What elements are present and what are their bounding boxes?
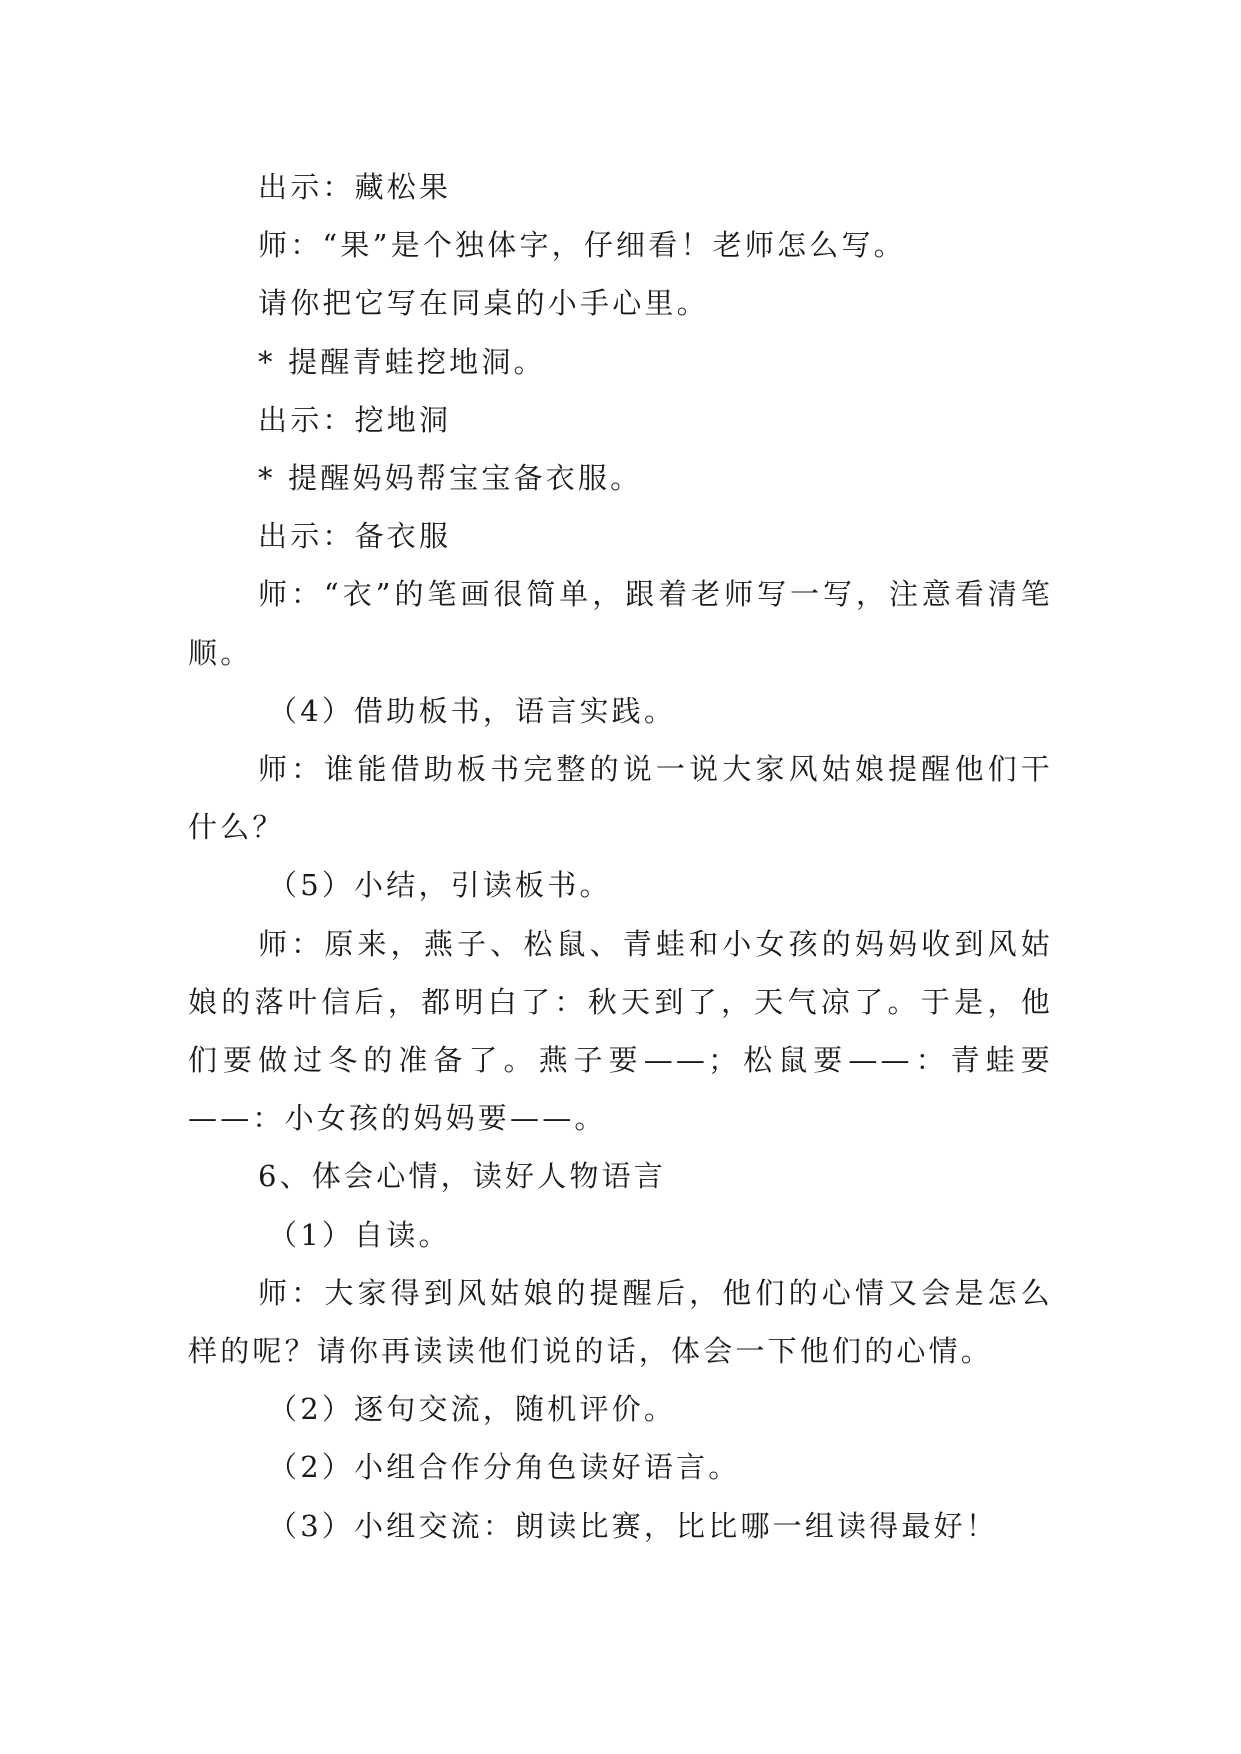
paragraph-step-4: （4）借助板书，语言实践。 <box>268 693 677 728</box>
paragraph-write-in-palm: 请你把它写在同桌的小手心里。 <box>258 286 709 321</box>
paragraph-teacher-feelings: 师：大家得到风姑娘的提醒后，他们的心情又会是怎么样的呢？请你再读读他们说的话，体会一下他们的心情。 <box>188 1275 1053 1369</box>
paragraph-teacher-summary: 师：原来，燕子、松鼠、青蛙和小女孩的妈妈收到风姑娘的落叶信后，都明白了：秋天到了，天气凉了。于是，他们要做过冬的准备了。燕子要——；松鼠要——：青蛙要——：小女孩的妈妈要——。 <box>188 926 1053 1136</box>
document-body <box>188 158 1053 1555</box>
paragraph-step-2b: （2）小组合作分角色读好语言。 <box>268 1450 741 1485</box>
paragraph-teacher-retell: 师：谁能借助板书完整的说一说大家风姑娘提醒他们干什么？ <box>188 752 1053 845</box>
paragraph-teacher-guo: 师：“果”是个独体字，仔细看！老师怎么写。 <box>258 228 906 263</box>
paragraph-step-5: （5）小结，引读板书。 <box>268 868 612 903</box>
section-heading-6: 6、体会心情，读好人物语言 <box>258 1159 667 1194</box>
paragraph-show-pine-cones: 出示：藏松果 <box>258 170 452 204</box>
paragraph-show-clothes: 出示：备衣服 <box>258 519 452 554</box>
paragraph-step-3: （3）小组交流：朗读比赛，比比哪一组读得最好！ <box>268 1508 999 1543</box>
paragraph-step-1: （1）自读。 <box>268 1217 451 1252</box>
paragraph-step-2a: （2）逐句交流，随机评价。 <box>268 1392 677 1427</box>
paragraph-show-dig-hole: 出示：挖地洞 <box>258 402 452 437</box>
paragraph-remind-mother: * 提醒妈妈帮宝宝备衣服。 <box>258 461 643 496</box>
paragraph-teacher-yi: 师：“衣”的笔画很简单，跟着老师写一写，注意看清笔顺。 <box>188 577 1053 670</box>
paragraph-remind-frog: * 提醒青蛙挖地洞。 <box>258 344 546 379</box>
